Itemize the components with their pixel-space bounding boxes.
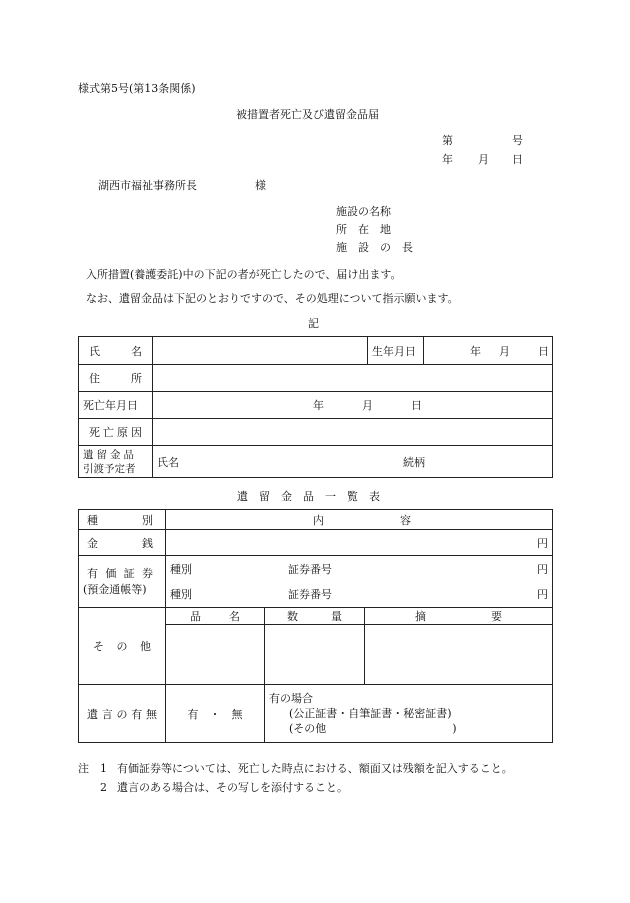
paragraph-1: 入所措置(養護委託)中の下記の者が死亡したので、届け出ます。 — [86, 268, 402, 281]
address-label: 住 所 — [79, 365, 153, 392]
document-title: 被措置者死亡及び遺留金品届 — [236, 108, 379, 121]
facility-address-label: 所 在 地 — [336, 223, 391, 236]
list-title: 遺 留 金 品 一 覧 表 — [237, 490, 380, 503]
other-label: そ の 他 — [79, 608, 166, 685]
birth-label: 生年月日 — [368, 337, 424, 365]
quantity-value[interactable] — [265, 625, 365, 685]
number-suffix: 号 — [512, 134, 523, 147]
item-name-value[interactable] — [166, 625, 265, 685]
addressee-honorific: 様 — [255, 179, 266, 192]
number-prefix: 第 — [442, 134, 453, 147]
note-2: 2 遺言のある場合は、その写しを添付すること。 — [100, 781, 348, 794]
remarks-header: 摘 要 — [365, 608, 553, 625]
name-value[interactable] — [153, 337, 368, 365]
remaining-items-table — [78, 509, 553, 743]
cash-label: 金 銭 — [79, 530, 166, 556]
address-value[interactable] — [153, 365, 553, 392]
remarks-value[interactable] — [365, 625, 553, 685]
will-detail[interactable]: 有の場合 (公正証書・自筆証書・秘密証書) (その他 ) — [265, 685, 553, 743]
deceased-info-table — [78, 336, 553, 478]
date-year: 年 — [442, 153, 453, 166]
death-cause-value[interactable] — [153, 419, 553, 446]
birth-value[interactable]: 年 月 日 — [424, 337, 553, 365]
facility-name-label: 施設の名称 — [336, 205, 391, 218]
securities-label: 有 価 証 券 (預金通帳等) — [79, 556, 166, 608]
recipient-label: 遺留金品 引渡予定者 — [79, 446, 153, 478]
recipient-name-label: 氏名 — [157, 455, 179, 469]
securities-row-2[interactable]: 種別 証券番号 円 — [166, 582, 553, 608]
recipient-value[interactable] — [153, 446, 553, 478]
ki-label: 記 — [308, 317, 319, 330]
quantity-header: 数 量 — [265, 608, 365, 625]
name-label: 氏 名 — [79, 337, 153, 365]
form-number: 様式第5号(第13条関係) — [78, 82, 196, 95]
facility-head-label: 施 設 の 長 — [336, 241, 413, 254]
date-month: 月 — [478, 153, 489, 166]
death-date-label: 死亡年月日 — [79, 392, 153, 419]
death-cause-label: 死 亡 原 因 — [79, 419, 153, 446]
item-name-header: 品 名 — [166, 608, 265, 625]
paragraph-2: なお、遺留金品は下記のとおりですので、その処理について指示願います。 — [86, 292, 459, 305]
will-yes-no[interactable]: 有 ・ 無 — [166, 685, 265, 743]
recipient-relation-label: 続柄 — [403, 455, 425, 469]
type-header: 種 別 — [79, 510, 166, 530]
addressee: 湖西市福祉事務所長 — [98, 179, 197, 192]
content-header: 内 容 — [166, 510, 553, 530]
securities-row-1[interactable]: 種別 証券番号 円 — [166, 556, 553, 582]
date-day: 日 — [512, 153, 523, 166]
note-1: 注 1 有価証券等については、死亡した時点における、額面又は残額を記入すること。 — [78, 762, 513, 775]
will-label: 遺 言 の 有 無 — [79, 685, 166, 743]
death-date-value[interactable]: 年 月 日 — [153, 392, 553, 419]
cash-value[interactable]: 円 — [166, 530, 553, 556]
